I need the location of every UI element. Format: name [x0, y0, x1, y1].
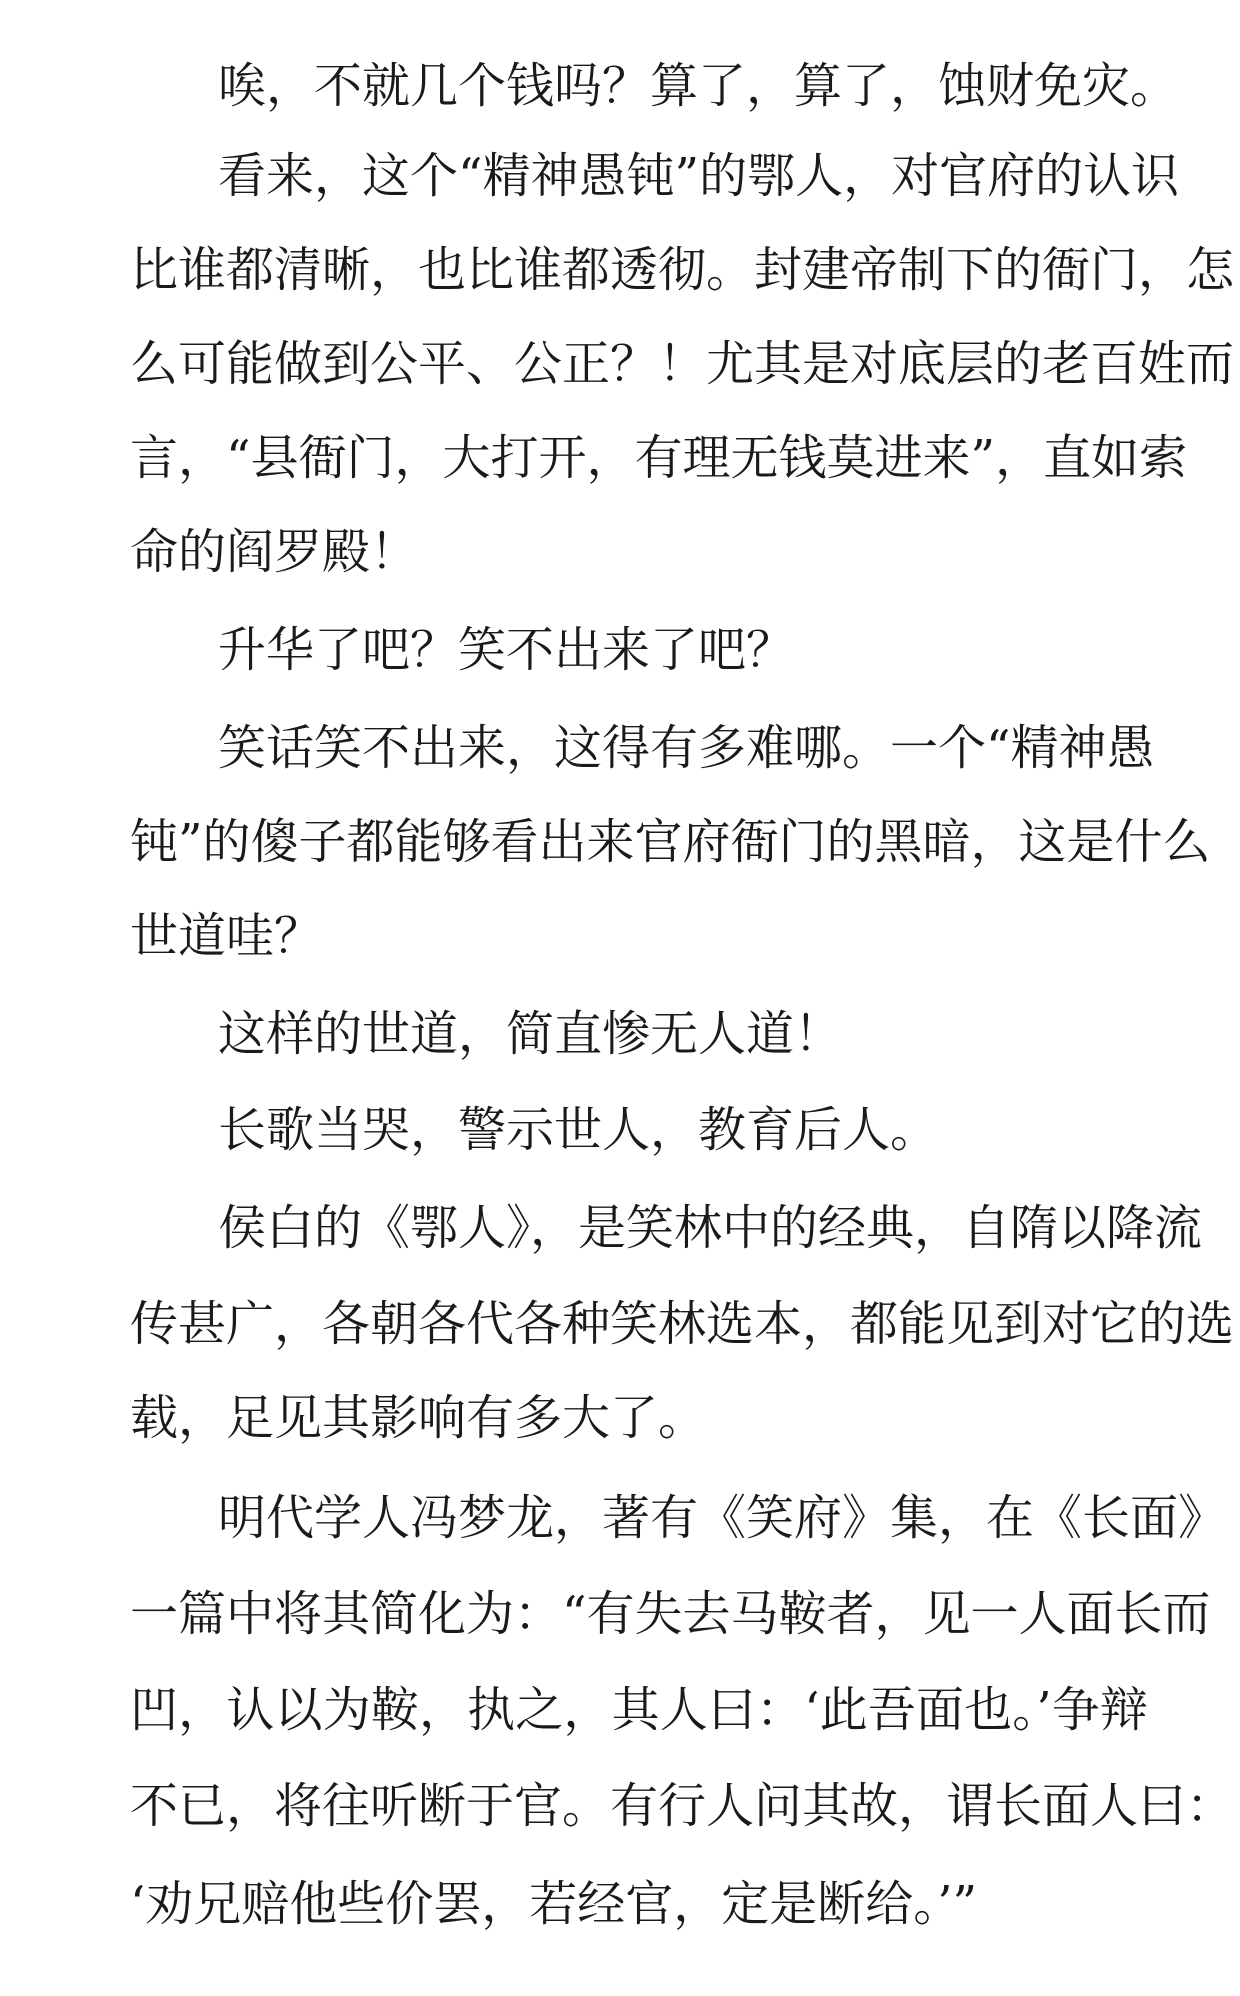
- paragraph-first-line: 长歌当哭，警示世人，教育后人。: [218, 1102, 939, 1158]
- paragraph-line: 比谁都清晰，也比谁都透彻。封建帝制下的衙门，怎: [130, 242, 1235, 298]
- paragraph-last-line: ‘劝兄赔他些价罢，若经官，定是断给。’”: [130, 1876, 978, 1932]
- paragraph-first-line: 升华了吧？笑不出来了吧？: [218, 622, 795, 678]
- paragraph-first-line: 看来，这个“精神愚钝”的鄂人，对官府的认识: [218, 148, 1180, 204]
- text-line: [0, 994, 1240, 1074]
- paragraph-line: 么可能做到公平、公正？！尤其是对底层的老百姓而: [130, 336, 1235, 392]
- text-line: [0, 1864, 1240, 1944]
- text-line: [0, 1284, 1240, 1364]
- text-line: [0, 136, 1240, 216]
- text-line: [0, 708, 1240, 788]
- text-line: [0, 802, 1240, 882]
- text-line: [0, 1574, 1240, 1654]
- paragraph-last-line: 载，足见其影响有多大了。: [130, 1390, 707, 1446]
- text-line: [0, 1670, 1240, 1750]
- paragraph-line: 一篇中将其简化为：“有失去马鞍者，见一人面长而: [130, 1586, 1211, 1642]
- paragraph-line: 不已，将往听断于官。有行人问其故，谓长面人曰：: [130, 1778, 1235, 1834]
- text-line: [0, 1378, 1240, 1458]
- text-line: [0, 1090, 1240, 1170]
- paragraph-line: 钝”的傻子都能够看出来官府衙门的黑暗，这是什么: [130, 814, 1211, 870]
- paragraph-first-line: 这样的世道，简直惨无人道！: [218, 1006, 843, 1062]
- text-line: [0, 324, 1240, 404]
- paragraph-line: 凹，认以为鞍，执之，其人曰：‘此吾面也。’争辩: [130, 1682, 1148, 1738]
- text-line: [0, 418, 1240, 498]
- paragraph-last-line: 命的阎罗殿！: [130, 524, 419, 580]
- text-line: [0, 896, 1240, 976]
- text-line: [0, 1478, 1240, 1558]
- paragraph-line: 传甚广，各朝各代各种笑林选本，都能见到对它的选: [130, 1296, 1235, 1352]
- paragraph-first-line: 侯白的《鄂人》，是笑林中的经典，自隋以降流: [218, 1200, 1203, 1256]
- text-line: [0, 1766, 1240, 1846]
- paragraph-first-line: 明代学人冯梦龙，著有《笑府》集，在《长面》: [218, 1490, 1227, 1546]
- text-line: [0, 610, 1240, 690]
- text-line: [0, 230, 1240, 310]
- text-line: [0, 1188, 1240, 1268]
- text-line: [0, 46, 1240, 126]
- paragraph-first-line: 笑话笑不出来，这得有多难哪。一个“精神愚: [218, 720, 1155, 776]
- paragraph-first-line: 唉，不就几个钱吗？算了，算了，蚀财免灾。: [218, 58, 1179, 114]
- paragraph-line: 言，“县衙门，大打开，有理无钱莫进来”，直如索: [130, 430, 1188, 486]
- paragraph-last-line: 世道哇？: [130, 908, 323, 964]
- text-line: [0, 512, 1240, 592]
